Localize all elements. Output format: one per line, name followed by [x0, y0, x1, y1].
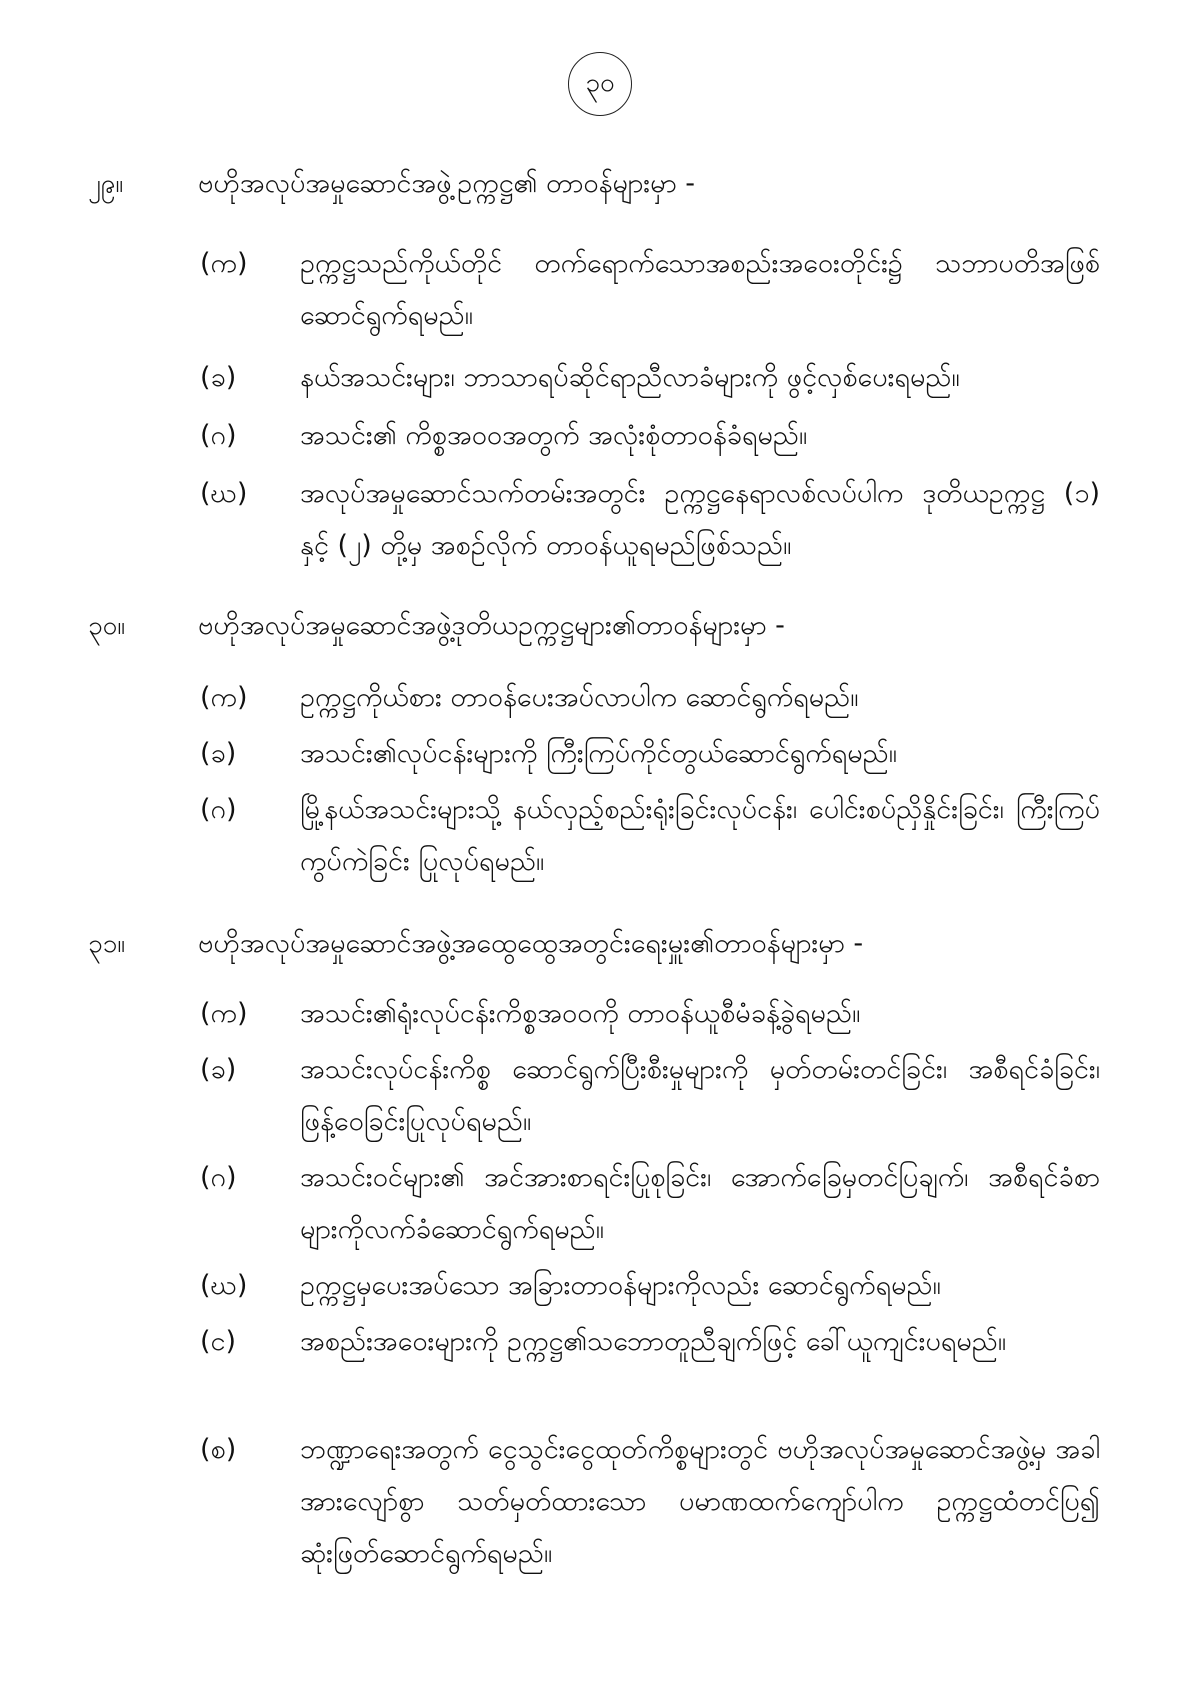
- item-label: (က): [200, 998, 248, 1029]
- item-label: (ဂ): [200, 794, 237, 825]
- item-text: အသင်းလုပ်ငန်းကိစ္စ ဆောင်ရွက်ပြီးစီးမှုများကို မှတ်တမ်းတင်ခြင်း၊ အစီရင်ခံခြင်း၊ ဖြန့်ဝေခြင်းပြုလုပ်ရမည်။: [300, 1054, 1100, 1137]
- item-text: အသင်း၏လုပ်ငန်းများကို ကြီးကြပ်ကိုင်တွယ်ဆောင်ရွက်ရမည်။: [300, 738, 897, 769]
- item-text: အလုပ်အမှုဆောင်သက်တမ်းအတွင်း ဥက္ကဋ္ဌနေရာလစ်လပ်ပါက ဒုတိယဥက္ကဋ္ဌ (၁) နှင့် (၂) တို့မှ အစဉ်လိုက် တာဝန်ယူရမည်ဖြစ်သည်။: [300, 478, 1100, 561]
- item-text: ဥက္ကဋ္ဌသည်ကိုယ်တိုင် တက်ရောက်သောအစည်းအဝေးတိုင်း၌ သဘာပတိအဖြစ် ဆောင်ရွက်ရမည်။: [300, 248, 1100, 331]
- item-label: (ဃ): [200, 478, 248, 509]
- section-number: ၃၁။: [88, 929, 126, 959]
- item-label: (င): [200, 1326, 237, 1357]
- section-number: ၃၀။: [88, 611, 126, 641]
- item-text: အသင်း၏ ကိစ္စအဝဝအတွက် အလုံးစုံတာဝန်ခံရမည်။: [300, 420, 808, 451]
- item-text: နယ်အသင်းများ၊ ဘာသာရပ်ဆိုင်ရာညီလာခံများကို ဖွင့်လှစ်ပေးရမည်။: [300, 362, 960, 393]
- item-text: ဘဏ္ဍာရေးအတွက် ငွေသွင်းငွေထုတ်ကိစ္စများတွင် ဗဟိုအလုပ်အမှုဆောင်အဖွဲ့မှ အခါအားလျော်စွာ သတ်မှတ်ထားသော ပမာဏထက်ကျော်ပါက ဥက္ကဋ္ဌထံတင်ပြ၍ ဆုံးဖြတ်ဆောင်ရွက်ရမည်။: [300, 1434, 1100, 1569]
- item-text: အသင်းဝင်များ၏ အင်အားစာရင်းပြုစုခြင်း၊ အောက်ခြေမှတင်ပြချက်၊ အစီရင်ခံစာများကိုလက်ခံဆောင်ရွက်ရမည်။: [300, 1162, 1100, 1245]
- item-text: အသင်း၏ရုံးလုပ်ငန်းကိစ္စအဝဝကို တာဝန်ယူစီမံခန့်ခွဲရမည်။: [300, 998, 861, 1029]
- item-text: အစည်းအဝေးများကို ဥက္ကဋ္ဌ၏သဘောတူညီချက်ဖြင့် ခေါ်ယူကျင်းပရမည်။: [300, 1326, 1007, 1357]
- item-label: (ခ): [200, 362, 237, 393]
- item-label: (ဂ): [200, 1162, 237, 1193]
- item-text: ဥက္ကဋ္ဌကိုယ်စား တာဝန်ပေးအပ်လာပါက ဆောင်ရွက်ရမည်။: [300, 682, 859, 713]
- item-text: မြို့နယ်အသင်းများသို့ နယ်လှည့်စည်းရုံးခြင်းလုပ်ငန်း၊ ပေါင်းစပ်ညှိနှိုင်းခြင်း၊ ကြီးကြပ်ကွပ်ကဲခြင်း ပြုလုပ်ရမည်။: [300, 794, 1100, 877]
- item-label: (စ): [200, 1434, 237, 1465]
- section-title: ဗဟိုအလုပ်အမှုဆောင်အဖွဲ့အထွေထွေအတွင်းရေးမှူး၏တာဝန်များမှာ -: [198, 928, 864, 959]
- item-text: ဥက္ကဋ္ဌမှပေးအပ်သော အခြားတာဝန်များကိုလည်း ဆောင်ရွက်ရမည်။: [300, 1270, 941, 1301]
- section-title: ဗဟိုအလုပ်အမှုဆောင်အဖွဲ့ဥက္ကဋ္ဌ၏ တာဝန်များမှာ -: [198, 168, 696, 199]
- section-number: ၂၉။: [88, 169, 124, 199]
- item-label: (ခ): [200, 738, 237, 769]
- item-label: (ဃ): [200, 1270, 248, 1301]
- page-number: ၃၀: [568, 52, 632, 116]
- section-title: ဗဟိုအလုပ်အမှုဆောင်အဖွဲ့ဒုတိယဥက္ကဋ္ဌများ၏တာဝန်များမှာ -: [198, 610, 785, 641]
- item-label: (ဂ): [200, 420, 237, 451]
- item-label: (က): [200, 682, 248, 713]
- item-label: (က): [200, 248, 248, 279]
- item-label: (ခ): [200, 1054, 237, 1085]
